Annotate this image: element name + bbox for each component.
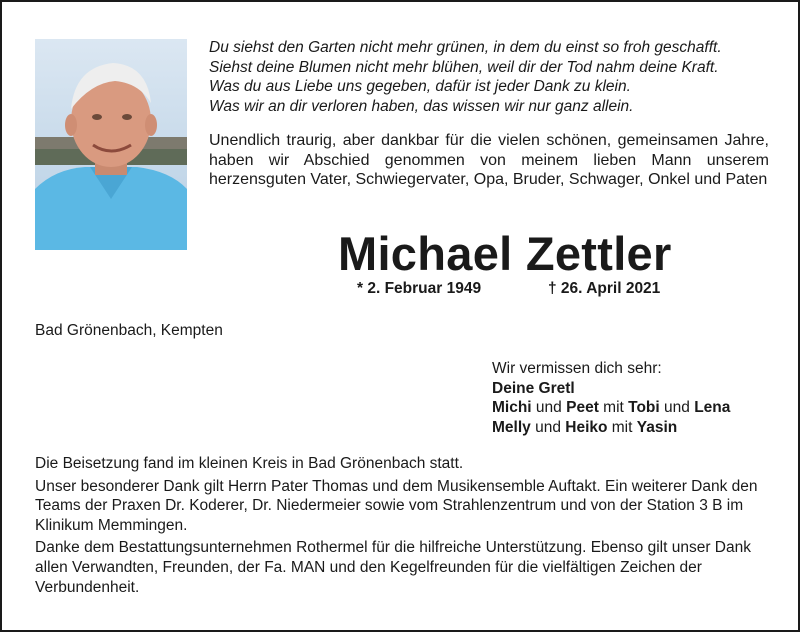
poem-line: Was du aus Liebe uns gegeben, dafür ist jeder Dank zu klein. bbox=[209, 78, 631, 96]
poem bbox=[209, 38, 784, 116]
family-line bbox=[492, 398, 730, 418]
family-connector: und bbox=[531, 399, 567, 417]
family-connector: mit bbox=[598, 399, 629, 417]
deceased-name: Michael Zettler bbox=[338, 227, 672, 280]
poem-line: Du siehst den Garten nicht mehr grünen, in dem du einst so froh geschafft. bbox=[209, 39, 722, 56]
life-dates bbox=[357, 280, 661, 298]
family-intro: Wir vermissen dich sehr: bbox=[492, 360, 662, 377]
family-member: Peet bbox=[566, 399, 599, 417]
family-member: Heiko bbox=[565, 418, 608, 436]
family-member: Deine Gretl bbox=[492, 379, 575, 397]
family-connector: mit bbox=[607, 418, 637, 436]
paragraph: Danke dem Bestattungsunternehmen Rothermel für die hilfreiche Unterstützung. Ebenso gilt unser Dank allen Verwandten, Freunden, der Fa. MAN und den Kegelfreunden für die vielfältigen Zeichen der Verbundenheit. bbox=[35, 539, 751, 596]
family-member: Lena bbox=[694, 399, 731, 417]
poem-line: Siehst deine Blumen nicht mehr blühen, weil dir der Tod nahm deine Kraft. bbox=[209, 58, 719, 76]
portrait-photo bbox=[35, 39, 187, 250]
birth-date: * 2. Februar 1949 bbox=[357, 280, 482, 297]
family-connector: und bbox=[530, 418, 566, 436]
portrait-image bbox=[35, 39, 187, 250]
family-line bbox=[492, 418, 730, 438]
family-member: Tobi bbox=[628, 399, 660, 417]
paragraph: Die Beisetzung fand im kleinen Kreis in Bad Grönenbach statt. bbox=[35, 455, 464, 472]
family-member: Yasin bbox=[636, 418, 678, 436]
family-connector: und bbox=[659, 399, 695, 417]
family-member: Michi bbox=[492, 399, 532, 417]
intro-text: Unendlich traurig, aber dankbar für die vielen schönen, gemeinsamen Jahre, haben wir Abschied genommen von meinem lieben Mann unserem herzensguten Vater, Schwiegervater, Opa, Bruder, Schwager, Onkel und Paten bbox=[209, 132, 769, 188]
family-signature bbox=[492, 359, 730, 437]
paragraph: Unser besonderer Dank gilt Herrn Pater Thomas und dem Musikensemble Auftakt. Ein weiterer Dank den Teams der Praxen Dr. Koderer, Dr. Niedermeier sowie vom Strahlenzentrum und von der Station 3 B im Klinikum Memmingen. bbox=[35, 477, 758, 534]
family-member: Melly bbox=[492, 418, 531, 436]
poem-line: Was wir an dir verloren haben, das wissen wir nur ganz allein. bbox=[209, 97, 634, 115]
notice-body bbox=[35, 454, 780, 600]
family-line bbox=[492, 379, 730, 399]
death-date: † 26. April 2021 bbox=[548, 280, 661, 297]
place-of-residence: Bad Grönenbach, Kempten bbox=[35, 322, 223, 339]
